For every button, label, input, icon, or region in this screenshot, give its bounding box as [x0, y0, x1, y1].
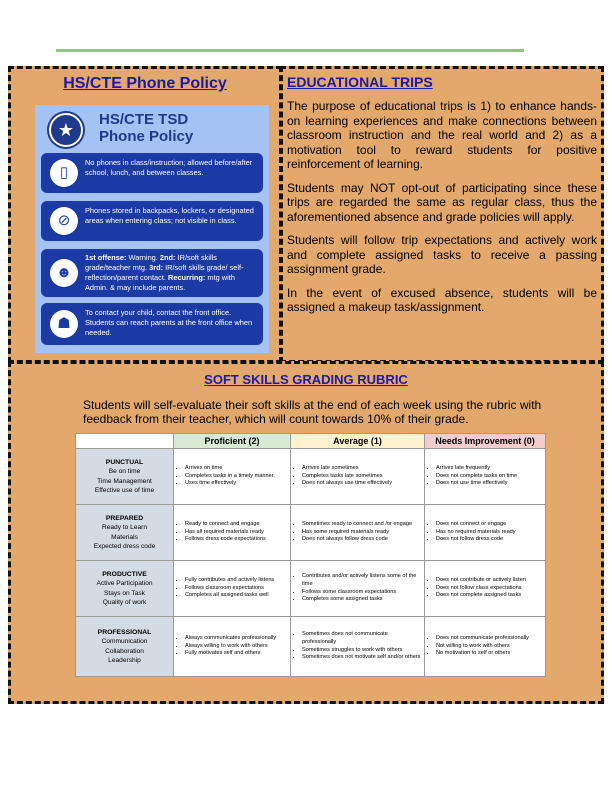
category-subitem: Quality of work — [102, 599, 147, 606]
policy-row-text: To contact your child, contact the front office. Students can reach parents at the front office when needed. — [85, 308, 253, 337]
rubric-cell-proficient — [174, 617, 291, 677]
rubric-intro: Students will self-evaluate their soft skills at the end of each week using the rubric with feedback from their teacher, which will count towards 10% of their grade. — [83, 398, 542, 426]
criterion-item: • Does not always follow dress code — [302, 536, 421, 544]
category-name: PREPARED — [105, 514, 144, 522]
criterion-item: • Sometimes does not motivate self and/or others — [302, 654, 421, 662]
category-subitem: Active Participation — [96, 580, 153, 587]
criterion-item: • Follows dress code expectations — [185, 536, 287, 544]
criterion-item: • Has no required materials ready — [436, 529, 542, 537]
rubric-cell-proficient — [174, 505, 291, 561]
policy-row — [41, 303, 263, 345]
criterion-item: • Does not contribute or actively listen — [436, 577, 542, 585]
criterion-item: • Fully contributes and actively listens — [185, 577, 287, 585]
rubric-category — [76, 561, 174, 617]
header-average: Average (1) — [291, 434, 425, 449]
card-header — [35, 109, 269, 149]
header-blank — [76, 434, 174, 449]
criterion-item: • Contributes and/or actively listens some of the time — [302, 573, 421, 588]
criterion-item: • Arrives late sometimes — [302, 465, 421, 473]
offense-text: Warning. — [126, 253, 160, 262]
rubric-category — [76, 505, 174, 561]
category-subitem: Ready to Learn — [101, 524, 148, 531]
criterion-item: • Has some required materials ready — [302, 529, 421, 537]
phone-policy-heading: HS/CTE Phone Policy — [63, 75, 227, 92]
criterion-item: • Does not complete tasks on time — [436, 473, 542, 481]
category-subitem: Materials — [111, 533, 138, 541]
criterion-item: • Sometimes does not communicate professionally — [302, 631, 421, 646]
criterion-item: • Completes some assigned tasks — [302, 596, 421, 604]
educational-trips-panel — [280, 66, 604, 363]
criterion-item: • Always communicates professionally — [185, 635, 287, 643]
rubric-cell-average — [291, 561, 425, 617]
offense-label: 2nd: — [159, 253, 176, 262]
rubric-row — [76, 505, 546, 561]
trips-paragraph: The purpose of educational trips is 1) to enhance hands-on learning experiences and make connections between classroom instruction and the real world and 2) as a motivation tool to reward students for positive reinforcement of learning. — [287, 99, 597, 171]
offense-label: 1st offense: — [85, 253, 127, 262]
trips-heading: EDUCATIONAL TRIPS — [287, 74, 433, 90]
rubric-row — [76, 561, 546, 617]
criterion-item: • Uses time effectively — [185, 480, 287, 488]
criterion-item: • Completes tasks in a timely manner. — [185, 473, 287, 481]
offense-text: IR/soft skills grade/ self-reflection/parent contact. — [85, 263, 244, 282]
category-subitem: Effective use of time — [94, 487, 155, 494]
category-subitem: Communication — [101, 638, 148, 645]
header-proficient: Proficient (2) — [174, 434, 291, 449]
trips-paragraph: In the event of excused absence, students will be assigned a makeup task/assignment. — [287, 285, 597, 314]
category-name: PUNCTUAL — [105, 458, 144, 466]
rubric-row — [76, 617, 546, 677]
policy-row — [41, 153, 263, 193]
offense-text: IR/soft skills grade/teacher mtg. — [85, 253, 217, 272]
rubric-category — [76, 449, 174, 505]
policy-row-text: Phones stored in backpacks, lockers, or designated areas when entering class; not visible in class. — [85, 206, 254, 225]
criterion-item: • Does not follow dress code — [436, 536, 542, 544]
phone-icon: ▯ — [50, 159, 78, 187]
phone-policy-card — [35, 105, 269, 353]
rubric-category — [76, 617, 174, 677]
rubric-cell-needs — [425, 561, 546, 617]
criterion-item: • Arrives on time — [185, 465, 287, 473]
category-subitem: Expected dress code — [93, 543, 156, 550]
criterion-item: • Completes all assigned tasks well — [185, 592, 287, 600]
phone-policy-panel — [8, 66, 282, 363]
category-subitem: Be on time — [108, 468, 141, 475]
policy-row — [41, 249, 263, 297]
rubric-cell-proficient — [174, 449, 291, 505]
rubric-row — [76, 449, 546, 505]
category-name: PROFESSIONAL — [97, 628, 152, 636]
policy-row-text: No phones in class/instruction; allowed before/after school, lunch, and between classes. — [85, 158, 253, 177]
criterion-item: • Does not follow class expectations — [436, 585, 542, 593]
rubric-heading: SOFT SKILLS GRADING RUBRIC — [204, 372, 408, 387]
criterion-item: • Does not communicate professionally — [436, 635, 542, 643]
offense-label: Recurring: — [168, 273, 206, 282]
trips-paragraph: Students will follow trip expectations and actively work and complete assigned tasks to receive a passing assignment grade. — [287, 233, 597, 276]
rubric-panel — [8, 361, 604, 704]
criterion-item: • Does not connect or engage — [436, 521, 542, 529]
criterion-item: • Follows classroom expectations — [185, 585, 287, 593]
criterion-item: • Ready to connect and engage — [185, 521, 287, 529]
criterion-item: • Has all required materials ready — [185, 529, 287, 537]
trips-paragraph: Students may NOT opt-out of participating since these trips are regarded the same as regular class, thus the aforementioned absence and grade policies will apply. — [287, 180, 597, 224]
rubric-cell-average — [291, 449, 425, 505]
rubric-cell-average — [291, 505, 425, 561]
category-subitem: Collaboration — [105, 647, 144, 655]
category-subitem: Stays on Task — [104, 589, 145, 597]
policy-row — [41, 201, 263, 241]
criterion-item: • Arrives late frequently — [436, 465, 542, 473]
rubric-cell-needs — [425, 617, 546, 677]
card-title — [99, 111, 193, 145]
rubric-header-row — [76, 434, 546, 449]
criterion-item: • Follows some classroom expectations — [302, 589, 421, 597]
offense-label: 3rd: — [149, 263, 164, 272]
header-needs-improvement: Needs Improvement (0) — [425, 434, 546, 449]
category-name: PRODUCTIVE — [102, 570, 147, 578]
rubric-cell-average — [291, 617, 425, 677]
people-icon: ☻ — [50, 259, 78, 287]
criterion-item: • Sometimes struggles to work with others — [302, 647, 421, 655]
rubric-cell-needs — [425, 449, 546, 505]
criterion-item: • Always willing to work with others — [185, 643, 287, 651]
star-seal-icon: ★ — [49, 113, 83, 147]
category-subitem: Leadership — [108, 657, 141, 664]
category-subitem: Time Management — [97, 477, 152, 485]
office-icon: ☗ — [50, 310, 78, 338]
no-phone-icon: ⊘ — [50, 207, 78, 235]
card-title-line2: Phone Policy — [99, 128, 194, 145]
criterion-item: • Does not use time effectively — [436, 480, 542, 488]
rubric-cell-proficient — [174, 561, 291, 617]
criterion-item: • Sometimes ready to connect and /or engage — [302, 521, 421, 529]
criterion-item: • Does not always use time effectively — [302, 480, 421, 488]
top-divider — [56, 49, 524, 52]
criterion-item: • Not willing to work with others — [436, 643, 542, 651]
criterion-item: • Completes tasks late sometimes — [302, 473, 421, 481]
offense-text: mtg with Admin. & may include parents. — [85, 273, 235, 292]
rubric-table — [75, 433, 546, 677]
criterion-item: • Fully motivates self and others — [185, 650, 287, 658]
rubric-cell-needs — [425, 505, 546, 561]
criterion-item: • No motivation to self or others — [436, 650, 542, 658]
card-title-line1: HS/CTE TSD — [99, 111, 189, 128]
trips-body — [287, 99, 597, 324]
criterion-item: • Does not complete assigned tasks — [436, 592, 542, 600]
